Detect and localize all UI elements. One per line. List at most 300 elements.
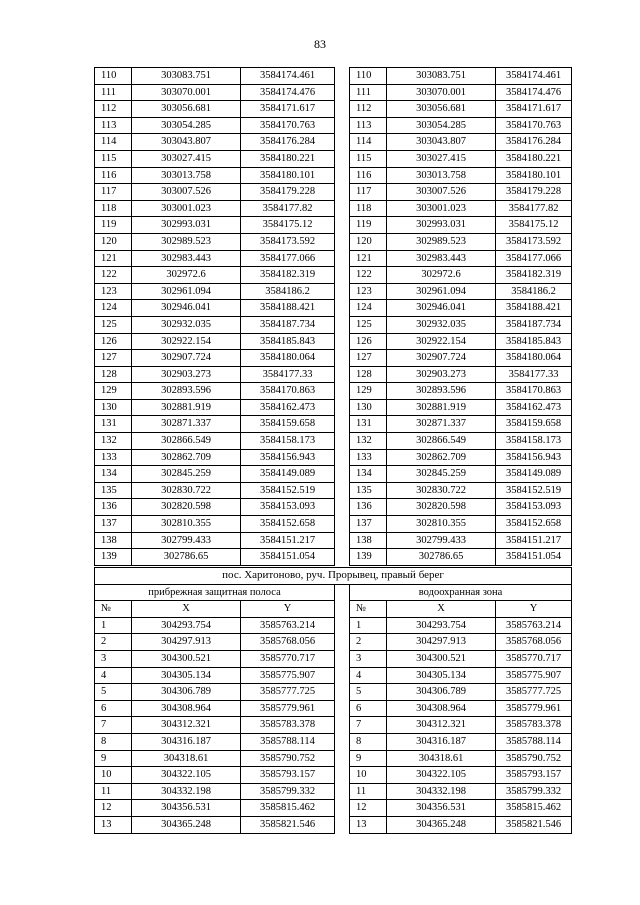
right-y-value: 3585768.056 — [496, 634, 572, 651]
right-y-value: 3584159.658 — [496, 416, 572, 433]
right-y-value: 3584170.763 — [496, 117, 572, 134]
left-point-number: 2 — [95, 634, 132, 651]
left-y-value: 3584185.843 — [241, 333, 335, 350]
left-point-number: 115 — [95, 150, 132, 167]
right-x-value: 302862.709 — [387, 449, 496, 466]
left-point-number: 139 — [95, 549, 132, 566]
table-row — [95, 383, 572, 400]
left-y-value: 3584151.217 — [241, 532, 335, 549]
left-y-value: 3584177.33 — [241, 366, 335, 383]
left-y-value: 3585793.157 — [241, 767, 335, 784]
right-x-header: X — [387, 601, 496, 618]
right-x-value: 303054.285 — [387, 117, 496, 134]
right-point-number: 135 — [350, 482, 387, 499]
right-x-value: 304318.61 — [387, 750, 496, 767]
table-row — [95, 283, 572, 300]
left-x-value: 302983.443 — [132, 250, 241, 267]
right-point-number: 2 — [350, 634, 387, 651]
column-gap — [335, 300, 350, 317]
left-point-number: 8 — [95, 733, 132, 750]
right-x-value: 304365.248 — [387, 816, 496, 833]
table-row — [95, 516, 572, 533]
right-y-value: 3585775.907 — [496, 667, 572, 684]
left-point-number: 11 — [95, 783, 132, 800]
left-x-value: 302799.433 — [132, 532, 241, 549]
right-x-value: 303043.807 — [387, 134, 496, 151]
left-x-value: 302830.722 — [132, 482, 241, 499]
left-x-value: 303043.807 — [132, 134, 241, 151]
left-point-number: 137 — [95, 516, 132, 533]
left-point-number: 127 — [95, 350, 132, 367]
left-point-number: 132 — [95, 433, 132, 450]
left-zone-title: прибрежная защитная полоса — [95, 584, 335, 601]
column-gap — [335, 68, 350, 85]
left-point-number: 133 — [95, 449, 132, 466]
right-y-value: 3584153.093 — [496, 499, 572, 516]
left-point-number: 128 — [95, 366, 132, 383]
right-x-value: 303027.415 — [387, 150, 496, 167]
right-y-value: 3584152.658 — [496, 516, 572, 533]
right-y-value: 3584156.943 — [496, 449, 572, 466]
right-x-value: 302907.724 — [387, 350, 496, 367]
right-point-number: 12 — [350, 800, 387, 817]
left-x-value: 304318.61 — [132, 750, 241, 767]
right-x-value: 304300.521 — [387, 650, 496, 667]
left-y-value: 3584182.319 — [241, 267, 335, 284]
column-gap — [335, 650, 350, 667]
left-y-value: 3584162.473 — [241, 399, 335, 416]
right-point-number: 4 — [350, 667, 387, 684]
left-point-number: 10 — [95, 767, 132, 784]
left-point-number: 120 — [95, 233, 132, 250]
left-x-value: 302972.6 — [132, 267, 241, 284]
left-x-value: 304332.198 — [132, 783, 241, 800]
left-x-value: 302820.598 — [132, 499, 241, 516]
right-x-value: 304356.531 — [387, 800, 496, 817]
left-point-number: 130 — [95, 399, 132, 416]
right-y-value: 3584171.617 — [496, 101, 572, 118]
column-gap — [335, 499, 350, 516]
column-gap — [335, 800, 350, 817]
right-x-value: 302922.154 — [387, 333, 496, 350]
column-gap — [335, 316, 350, 333]
right-point-number: 114 — [350, 134, 387, 151]
right-x-value: 302786.65 — [387, 549, 496, 566]
table-row — [95, 233, 572, 250]
table-row — [95, 684, 572, 701]
left-y-value: 3585799.332 — [241, 783, 335, 800]
left-x-value: 302881.919 — [132, 399, 241, 416]
left-x-value: 304312.321 — [132, 717, 241, 734]
table-row — [95, 134, 572, 151]
left-x-value: 302961.094 — [132, 283, 241, 300]
left-point-number: 134 — [95, 466, 132, 483]
right-y-value: 3584152.519 — [496, 482, 572, 499]
left-point-number: 1 — [95, 617, 132, 634]
left-point-number: 111 — [95, 84, 132, 101]
right-x-value: 302932.035 — [387, 316, 496, 333]
column-gap — [335, 783, 350, 800]
left-x-value: 303013.758 — [132, 167, 241, 184]
right-point-number: 1 — [350, 617, 387, 634]
right-y-value: 3584177.066 — [496, 250, 572, 267]
left-y-value: 3584180.101 — [241, 167, 335, 184]
table-row — [95, 333, 572, 350]
left-y-value: 3584186.2 — [241, 283, 335, 300]
right-point-number: 113 — [350, 117, 387, 134]
left-point-number: 126 — [95, 333, 132, 350]
table-row — [95, 466, 572, 483]
right-y-value: 3584176.284 — [496, 134, 572, 151]
left-x-value: 302932.035 — [132, 316, 241, 333]
column-gap — [335, 117, 350, 134]
left-x-value: 303070.001 — [132, 84, 241, 101]
left-x-value: 304365.248 — [132, 816, 241, 833]
left-num-header: № — [95, 601, 132, 618]
left-y-value: 3585790.752 — [241, 750, 335, 767]
table-row — [95, 667, 572, 684]
right-x-value: 302881.919 — [387, 399, 496, 416]
table-row — [95, 250, 572, 267]
right-x-value: 302845.259 — [387, 466, 496, 483]
column-gap — [335, 634, 350, 651]
right-x-value: 303070.001 — [387, 84, 496, 101]
right-y-value: 3584180.221 — [496, 150, 572, 167]
left-x-value: 302845.259 — [132, 466, 241, 483]
left-x-value: 304300.521 — [132, 650, 241, 667]
table-row — [95, 499, 572, 516]
right-point-number: 6 — [350, 700, 387, 717]
table-row — [95, 150, 572, 167]
column-gap — [335, 134, 350, 151]
column-gap — [335, 717, 350, 734]
left-y-value: 3584179.228 — [241, 184, 335, 201]
table-row — [95, 267, 572, 284]
left-x-value: 302871.337 — [132, 416, 241, 433]
right-point-number: 137 — [350, 516, 387, 533]
right-point-number: 3 — [350, 650, 387, 667]
right-y-value: 3584173.592 — [496, 233, 572, 250]
column-gap — [335, 350, 350, 367]
right-y-value: 3584175.12 — [496, 217, 572, 234]
left-y-value: 3585775.907 — [241, 667, 335, 684]
right-x-value: 302866.549 — [387, 433, 496, 450]
right-y-value: 3584179.228 — [496, 184, 572, 201]
right-x-value: 303013.758 — [387, 167, 496, 184]
left-x-value: 303056.681 — [132, 101, 241, 118]
column-gap — [335, 617, 350, 634]
left-y-header: Y — [241, 601, 335, 618]
table-row — [95, 750, 572, 767]
column-gap — [335, 466, 350, 483]
table-row — [95, 416, 572, 433]
table-row — [95, 167, 572, 184]
right-y-value: 3584174.461 — [496, 68, 572, 85]
left-y-value: 3584170.863 — [241, 383, 335, 400]
right-x-value: 304322.105 — [387, 767, 496, 784]
right-x-value: 302810.355 — [387, 516, 496, 533]
left-x-value: 302907.724 — [132, 350, 241, 367]
column-gap — [335, 250, 350, 267]
table-row — [95, 816, 572, 833]
left-y-value: 3584151.054 — [241, 549, 335, 566]
right-y-value: 3585821.546 — [496, 816, 572, 833]
table-row — [95, 717, 572, 734]
right-point-number: 124 — [350, 300, 387, 317]
right-x-value: 304293.754 — [387, 617, 496, 634]
right-y-value: 3584177.33 — [496, 366, 572, 383]
column-gap — [335, 383, 350, 400]
right-y-value: 3584180.064 — [496, 350, 572, 367]
right-y-value: 3584151.054 — [496, 549, 572, 566]
table-row — [95, 101, 572, 118]
right-point-number: 8 — [350, 733, 387, 750]
right-x-value: 302993.031 — [387, 217, 496, 234]
right-point-number: 139 — [350, 549, 387, 566]
left-y-value: 3584176.284 — [241, 134, 335, 151]
right-point-number: 111 — [350, 84, 387, 101]
right-point-number: 121 — [350, 250, 387, 267]
left-y-value: 3585815.462 — [241, 800, 335, 817]
right-x-value: 303007.526 — [387, 184, 496, 201]
table-row — [95, 800, 572, 817]
left-y-value: 3584152.658 — [241, 516, 335, 533]
column-header-row — [95, 601, 572, 618]
left-point-number: 5 — [95, 684, 132, 701]
right-point-number: 129 — [350, 383, 387, 400]
left-point-number: 3 — [95, 650, 132, 667]
left-x-value: 302989.523 — [132, 233, 241, 250]
column-gap — [335, 84, 350, 101]
table-row — [95, 617, 572, 634]
right-y-value: 3585790.752 — [496, 750, 572, 767]
left-point-number: 125 — [95, 316, 132, 333]
right-x-value: 302871.337 — [387, 416, 496, 433]
right-point-number: 136 — [350, 499, 387, 516]
right-point-number: 10 — [350, 767, 387, 784]
right-x-value: 304332.198 — [387, 783, 496, 800]
right-x-value: 302961.094 — [387, 283, 496, 300]
right-y-value: 3585770.717 — [496, 650, 572, 667]
left-x-value: 304316.187 — [132, 733, 241, 750]
left-y-value: 3584175.12 — [241, 217, 335, 234]
bottom-coordinates-table — [94, 567, 572, 834]
table-row — [95, 300, 572, 317]
right-x-value: 304297.913 — [387, 634, 496, 651]
right-y-header: Y — [496, 601, 572, 618]
left-point-number: 124 — [95, 300, 132, 317]
column-gap — [335, 684, 350, 701]
right-y-value: 3585815.462 — [496, 800, 572, 817]
right-x-value: 303083.751 — [387, 68, 496, 85]
left-x-value: 302993.031 — [132, 217, 241, 234]
left-x-value: 304305.134 — [132, 667, 241, 684]
column-gap — [335, 184, 350, 201]
right-x-value: 303056.681 — [387, 101, 496, 118]
left-point-number: 135 — [95, 482, 132, 499]
left-y-value: 3584177.82 — [241, 200, 335, 217]
table-row — [95, 650, 572, 667]
right-y-value: 3584170.863 — [496, 383, 572, 400]
right-y-value: 3584174.476 — [496, 84, 572, 101]
left-y-value: 3585783.378 — [241, 717, 335, 734]
left-y-value: 3584188.421 — [241, 300, 335, 317]
left-point-number: 6 — [95, 700, 132, 717]
left-x-value: 303001.023 — [132, 200, 241, 217]
column-gap — [335, 399, 350, 416]
column-gap — [335, 233, 350, 250]
right-point-number: 7 — [350, 717, 387, 734]
left-y-value: 3584158.173 — [241, 433, 335, 450]
right-y-value: 3584187.734 — [496, 316, 572, 333]
right-x-value: 302946.041 — [387, 300, 496, 317]
left-x-header: X — [132, 601, 241, 618]
table-row — [95, 449, 572, 466]
right-y-value: 3584149.089 — [496, 466, 572, 483]
left-x-value: 302893.596 — [132, 383, 241, 400]
column-gap — [335, 333, 350, 350]
left-x-value: 302810.355 — [132, 516, 241, 533]
column-gap — [335, 601, 350, 618]
column-gap — [335, 217, 350, 234]
left-y-value: 3584171.617 — [241, 101, 335, 118]
right-point-number: 138 — [350, 532, 387, 549]
left-y-value: 3585788.114 — [241, 733, 335, 750]
right-point-number: 119 — [350, 217, 387, 234]
left-point-number: 110 — [95, 68, 132, 85]
left-point-number: 9 — [95, 750, 132, 767]
table-row — [95, 316, 572, 333]
left-point-number: 116 — [95, 167, 132, 184]
left-point-number: 121 — [95, 250, 132, 267]
left-y-value: 3585768.056 — [241, 634, 335, 651]
right-point-number: 130 — [350, 399, 387, 416]
right-x-value: 302893.596 — [387, 383, 496, 400]
right-point-number: 5 — [350, 684, 387, 701]
left-point-number: 123 — [95, 283, 132, 300]
table-row — [95, 783, 572, 800]
left-x-value: 302786.65 — [132, 549, 241, 566]
right-x-value: 304305.134 — [387, 667, 496, 684]
left-point-number: 131 — [95, 416, 132, 433]
left-y-value: 3585779.961 — [241, 700, 335, 717]
table-row — [95, 532, 572, 549]
left-y-value: 3584153.093 — [241, 499, 335, 516]
right-y-value: 3584151.217 — [496, 532, 572, 549]
left-y-value: 3584187.734 — [241, 316, 335, 333]
column-gap — [335, 700, 350, 717]
right-zone-title: водоохранная зона — [350, 584, 572, 601]
right-point-number: 127 — [350, 350, 387, 367]
right-point-number: 116 — [350, 167, 387, 184]
right-x-value: 303001.023 — [387, 200, 496, 217]
left-x-value: 304322.105 — [132, 767, 241, 784]
column-gap — [335, 750, 350, 767]
left-y-value: 3585763.214 — [241, 617, 335, 634]
right-point-number: 133 — [350, 449, 387, 466]
table-row — [95, 84, 572, 101]
left-point-number: 138 — [95, 532, 132, 549]
right-point-number: 132 — [350, 433, 387, 450]
right-x-value: 302903.273 — [387, 366, 496, 383]
right-x-value: 302989.523 — [387, 233, 496, 250]
table-row — [95, 482, 572, 499]
right-y-value: 3584162.473 — [496, 399, 572, 416]
left-x-value: 302922.154 — [132, 333, 241, 350]
left-x-value: 304297.913 — [132, 634, 241, 651]
left-point-number: 112 — [95, 101, 132, 118]
table-row — [95, 700, 572, 717]
right-y-value: 3585788.114 — [496, 733, 572, 750]
right-y-value: 3585799.332 — [496, 783, 572, 800]
column-gap — [335, 549, 350, 566]
left-y-value: 3584174.461 — [241, 68, 335, 85]
column-gap — [335, 200, 350, 217]
left-x-value: 303007.526 — [132, 184, 241, 201]
column-gap — [335, 101, 350, 118]
right-point-number: 117 — [350, 184, 387, 201]
left-y-value: 3584170.763 — [241, 117, 335, 134]
right-point-number: 118 — [350, 200, 387, 217]
right-point-number: 126 — [350, 333, 387, 350]
page-number: 83 — [314, 37, 326, 51]
left-point-number: 119 — [95, 217, 132, 234]
left-x-value: 302862.709 — [132, 449, 241, 466]
table-row — [95, 68, 572, 85]
left-y-value: 3585770.717 — [241, 650, 335, 667]
right-point-number: 122 — [350, 267, 387, 284]
left-point-number: 136 — [95, 499, 132, 516]
column-gap — [335, 167, 350, 184]
section-title-row — [95, 568, 572, 585]
column-gap — [335, 816, 350, 833]
left-point-number: 122 — [95, 267, 132, 284]
column-gap — [335, 267, 350, 284]
right-y-value: 3585793.157 — [496, 767, 572, 784]
section-title: пос. Харитоново, руч. Прорывец, правый берег — [95, 568, 572, 585]
left-x-value: 304356.531 — [132, 800, 241, 817]
left-point-number: 4 — [95, 667, 132, 684]
left-y-value: 3584152.519 — [241, 482, 335, 499]
right-point-number: 125 — [350, 316, 387, 333]
column-gap — [335, 433, 350, 450]
table-row — [95, 366, 572, 383]
left-x-value: 302866.549 — [132, 433, 241, 450]
column-gap — [335, 767, 350, 784]
right-point-number: 115 — [350, 150, 387, 167]
table-row — [95, 117, 572, 134]
right-x-value: 302830.722 — [387, 482, 496, 499]
left-y-value: 3585821.546 — [241, 816, 335, 833]
right-y-value: 3585783.378 — [496, 717, 572, 734]
right-point-number: 131 — [350, 416, 387, 433]
table-row — [95, 433, 572, 450]
right-y-value: 3585779.961 — [496, 700, 572, 717]
right-point-number: 128 — [350, 366, 387, 383]
right-point-number: 120 — [350, 233, 387, 250]
left-x-value: 304306.789 — [132, 684, 241, 701]
column-gap — [335, 733, 350, 750]
column-gap — [335, 516, 350, 533]
table-row — [95, 200, 572, 217]
right-y-value: 3585763.214 — [496, 617, 572, 634]
right-x-value: 304308.964 — [387, 700, 496, 717]
right-x-value: 304316.187 — [387, 733, 496, 750]
table-row — [95, 217, 572, 234]
left-y-value: 3584173.592 — [241, 233, 335, 250]
table-row — [95, 399, 572, 416]
table-row — [95, 733, 572, 750]
